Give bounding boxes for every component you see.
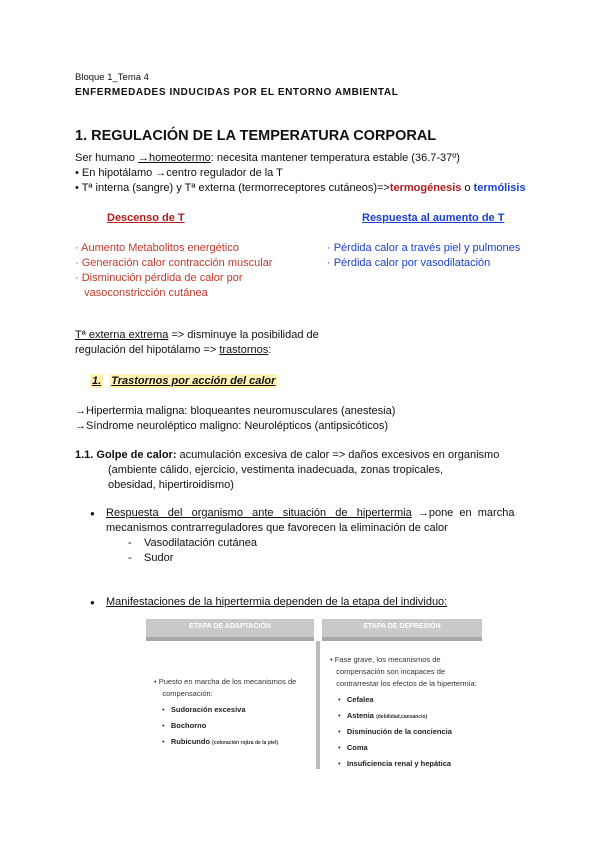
bullet-icon: • — [338, 711, 347, 720]
text: Vasodilatación cutánea — [144, 537, 257, 549]
table-text: • Puesto en marcha de los mecanismos de — [154, 677, 297, 686]
paragraph-extrema — [75, 328, 319, 343]
table-list-item — [162, 704, 246, 715]
list-item: · Generación calor contracción muscular — [75, 257, 273, 269]
manifestaciones-item — [90, 595, 447, 610]
text: Bochorno — [170, 721, 207, 730]
text: Cefalea — [346, 695, 374, 704]
text: Astenia — [346, 711, 374, 720]
dash-icon: - — [128, 537, 132, 549]
text: Coma — [346, 743, 368, 752]
bullet-icon: • — [162, 737, 171, 746]
table-text: compensación son incapaces de — [330, 667, 446, 676]
text: Disminución de la conciencia — [346, 727, 452, 736]
text: : necesita mantener temperatura estable (36.7-37º) — [210, 152, 460, 164]
text: o — [461, 182, 474, 194]
golpe-line: (ambiente cálido, ejercicio, vestimenta inadecuada, zonas tropicales, — [108, 464, 444, 476]
list-item: · Aumento Metabolitos energético — [75, 242, 239, 254]
column-head-descenso: Descenso de T — [107, 212, 185, 224]
text: Rubicundo — [170, 737, 211, 746]
table-header-depresion: ETAPA DE DEPRESIÓN — [322, 619, 482, 641]
table-list-item — [162, 736, 278, 749]
table-list-item — [338, 694, 374, 705]
bullet-icon: • — [162, 721, 171, 730]
arrow-item: →Síndrome neuroléptico maligno: Neurolépticos (antipsicóticos) — [75, 420, 389, 432]
dash-icon: - — [128, 552, 132, 564]
termogenesis-term: termogénesis — [389, 182, 462, 194]
text: (coloración rojiza de la piel) — [212, 740, 279, 746]
list-item: · Pérdida calor por vasodilatación — [327, 257, 491, 269]
sub-list-item — [128, 551, 173, 566]
respuesta-line: mecanismos contrarreguladores que favorecen la eliminación de calor — [106, 522, 448, 534]
text: Insuficiencia renal y hepática — [346, 759, 452, 768]
text: →pone en marcha — [411, 507, 515, 519]
bullet-icon: ● — [90, 598, 95, 607]
table-list-item — [162, 720, 206, 731]
homeotermo-term: →homeotermo — [137, 152, 211, 164]
table-list-item — [338, 758, 451, 769]
bullet-icon: • — [338, 727, 347, 736]
text: Ser humano — [75, 152, 138, 164]
text: Sudor — [144, 552, 174, 564]
table-list-item — [338, 710, 427, 723]
subsection-title: Trastornos por acción del calor — [111, 375, 276, 387]
list-item: · Pérdida calor a través piel y pulmones — [327, 242, 521, 254]
paragraph-termorregulacion — [75, 181, 526, 196]
table-header-adaptacion: ETAPA DE ADAPTACIÓN — [146, 619, 314, 641]
list-item: · Disminución pérdida de calor por — [75, 272, 243, 284]
bullet-icon: • — [338, 759, 347, 768]
bullet-icon: • — [338, 743, 347, 752]
text: acumulación excesiva de calor => daños excesivos en organismo — [176, 449, 500, 461]
golpe-line: obesidad, hipertiroidismo) — [108, 479, 234, 491]
golpe-label: 1.1. Golpe de calor: — [75, 449, 177, 461]
paragraph-homeotermo — [75, 151, 460, 166]
subsection-number: 1. — [92, 375, 102, 387]
table-list-item — [338, 742, 368, 753]
golpe-de-calor — [75, 448, 499, 463]
text: • Tª interna (sangre) y Tª externa (termorreceptores cutáneos)=> — [75, 182, 390, 194]
text: => disminuye la posibilidad de — [168, 329, 319, 341]
paragraph-regulacion — [75, 343, 271, 358]
text: Tª externa extrema — [75, 329, 169, 341]
section-heading: 1. REGULACIÓN DE LA TEMPERATURA CORPORAL — [75, 128, 437, 144]
paragraph-hipotalamo: • En hipotálamo →centro regulador de la T — [75, 167, 283, 179]
column-head-aumento: Respuesta al aumento de T — [362, 212, 505, 224]
document-title: ENFERMEDADES INDUCIDAS POR EL ENTORNO AMBIENTAL — [75, 87, 399, 98]
bullet-icon: • — [162, 705, 171, 714]
text: Sudoración excesiva — [170, 705, 246, 714]
table-text: compensación: — [154, 689, 213, 698]
table-text: contrarrestar los efectos de la hipertermia: — [330, 679, 477, 688]
bullet-icon: ● — [90, 509, 95, 518]
trastornos-term: trastornos — [219, 344, 269, 356]
column-divider — [316, 641, 320, 769]
respuesta-item — [90, 506, 514, 521]
table-text: • Fase grave, los mecanismos de — [330, 655, 441, 664]
text: Respuesta del organismo ante situación de hipertermia — [106, 507, 412, 519]
table-list-item — [338, 726, 452, 737]
stages-table — [146, 619, 482, 769]
bullet-icon: • — [338, 695, 347, 704]
text: Manifestaciones de la hipertermia dependen de la etapa del individuo: — [106, 596, 448, 608]
text: : — [268, 344, 272, 356]
bloque-label: Bloque 1_Tema 4 — [75, 72, 149, 83]
list-item: vasoconstricción cutánea — [75, 287, 208, 299]
sub-list-item — [128, 536, 257, 551]
arrow-item: →Hipertermia maligna: bloqueantes neuromusculares (anestesia) — [75, 405, 396, 417]
subsection-heading — [90, 374, 277, 389]
text: regulación del hipotálamo => — [75, 344, 220, 356]
text: (debilidad,cansancio) — [376, 714, 428, 720]
termolisis-term: termólisis — [473, 182, 526, 194]
